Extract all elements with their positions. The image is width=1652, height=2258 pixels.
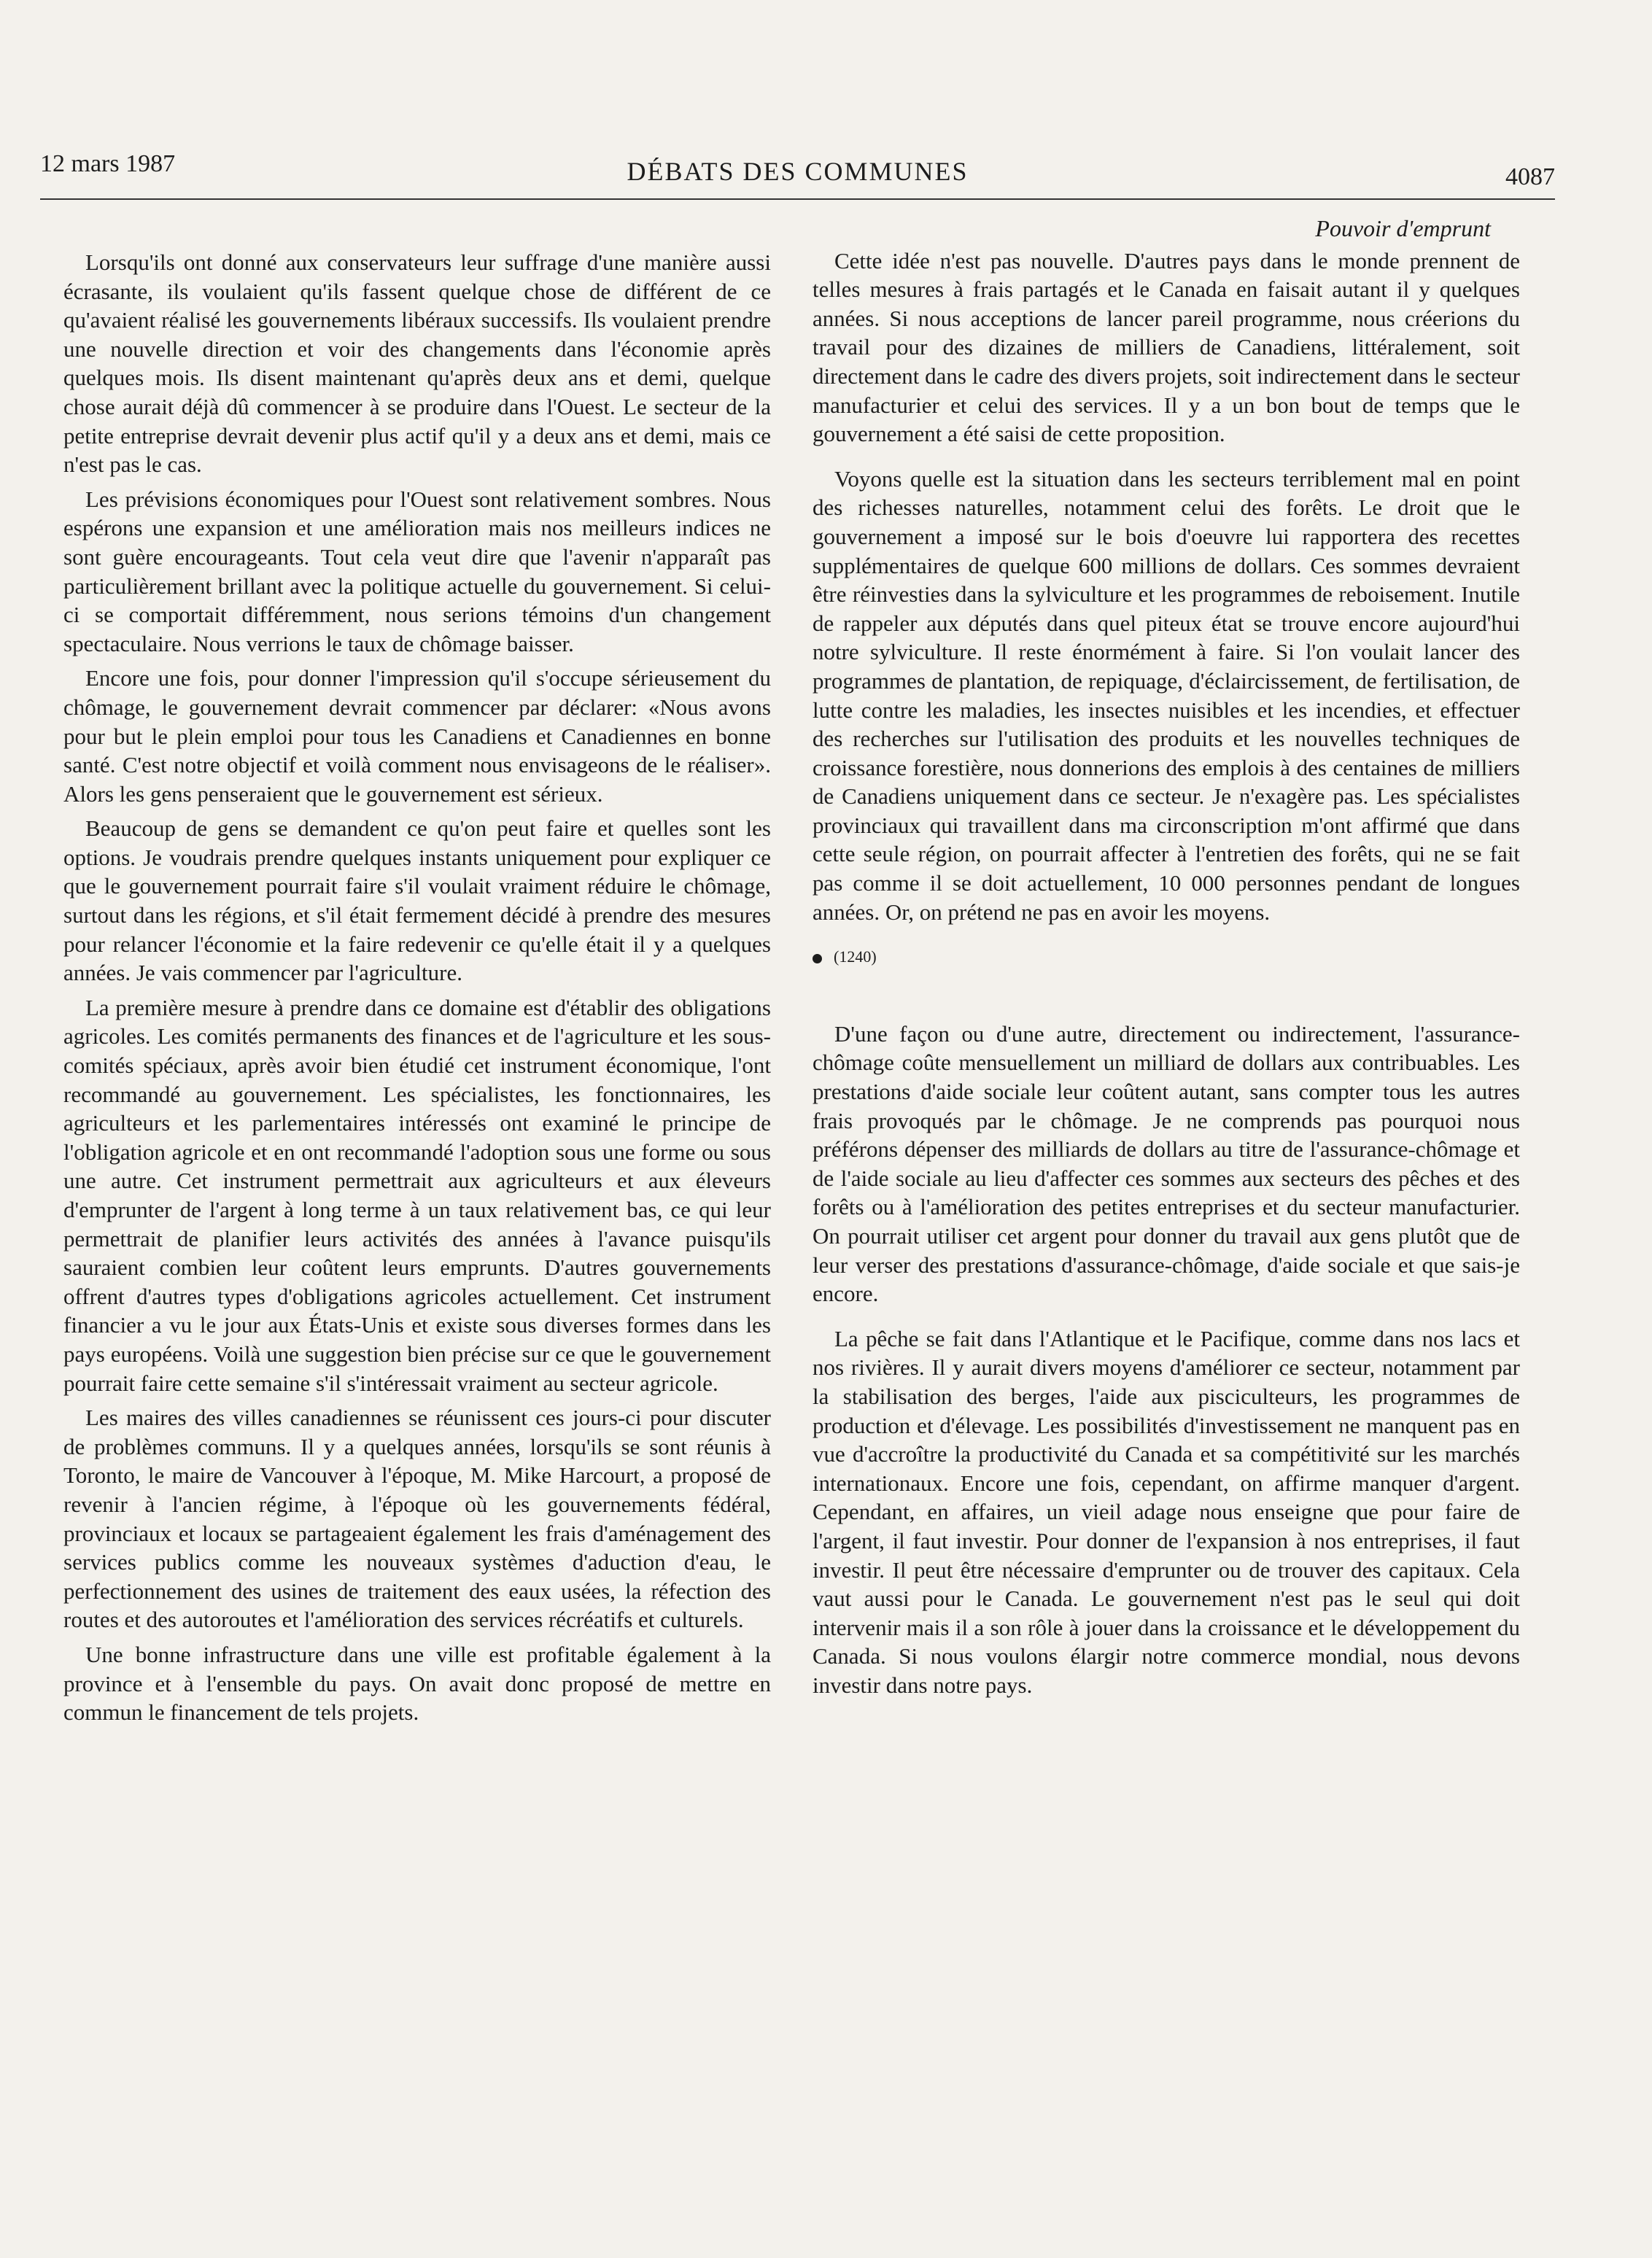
header-title: DÉBATS DES COMMUNES: [627, 157, 969, 186]
left-column: [63, 248, 771, 1733]
header-date: 12 mars 1987: [40, 150, 176, 177]
paragraph: Une bonne infrastructure dans une ville est profitable également à la province et à l'ensemble du pays. On avait donc proposé de mettre en commun le financement de tels projets.: [63, 1641, 771, 1726]
time-marker-text: (1240): [834, 947, 877, 966]
right-column: [813, 214, 1520, 1716]
page-number: 4087: [1505, 163, 1555, 190]
paragraph: Lorsqu'ils ont donné aux conservateurs leur suffrage d'une manière aussi écrasante, ils voulaient qu'ils fassent quelque chose de différent de ce qu'avaient réalisé les gouvernements libéraux successifs. Ils voulaient prendre une nouvelle direction et voir des changements dans l'économie après quelques mois. Ils disent maintenant qu'après deux ans et demi, quelque chose aurait déjà dû commencer à se produire dans l'Ouest. Le secteur de la petite entreprise devrait devenir plus actif qu'il y a deux ans et demi, mais ce n'est pas le cas.: [63, 249, 771, 478]
paragraph: Encore une fois, pour donner l'impression qu'il s'occupe sérieusement du chômage, le gouvernement devrait commencer par déclarer: «Nous avons pour but le plein emploi pour tous les Canadiens et Canadiennes en bonne santé. C'est notre objectif et voilà comment nous envisageons de le réaliser». Alors les gens penseraient que le gouvernement est sérieux.: [63, 665, 771, 807]
paragraph: Les prévisions économiques pour l'Ouest sont relativement sombres. Nous espérons une expansion et une amélioration mais nos meilleurs indices ne sont guère encourageants. Tout cela veut dire que l'avenir n'apparaît pas particulièrement brillant avec la politique actuelle du gouvernement. Si celui-ci se comportait différemment, nous serions témoins d'un changement spectaculaire. Nous verrions le taux de chômage baisser.: [63, 486, 771, 656]
section-heading: Pouvoir d'emprunt: [1315, 215, 1491, 241]
bullet-dot-icon: [813, 954, 822, 963]
paragraph: Beaucoup de gens se demandent ce qu'on peut faire et quelles sont les options. Je voudrais prendre quelques instants uniquement pour expliquer ce que le gouvernement pourrait faire s'il voulait vraiment réduire le chômage, surtout dans les régions, et s'il était fermement décidé à prendre des mesures pour relancer l'économie et la faire redevenir ce qu'elle était il y a quelques années. Je vais commencer par l'agriculture.: [63, 815, 771, 986]
paragraph: La pêche se fait dans l'Atlantique et le Pacifique, comme dans nos lacs et nos rivières. Il y aurait divers moyens d'améliorer ce secteur, notamment par la stabilisation des berges, l'aide aux pisciculteurs, les programmes de production et d'élevage. Les possibilités d'investissement ne manquent pas en vue d'accroître la productivité du Canada et sa compétitivité sur les marchés internationaux. Encore une fois, cependant, on affirme manquer d'argent. Cependant, en affaires, un vieil adage nous enseigne que pour faire de l'argent, il faut investir. Pour donner de l'expansion à nos entreprises, il faut investir. Il peut être nécessaire d'emprunter ou de trouver des capitaux. Cela vaut aussi pour le Canada. Le gouvernement n'est pas le seul qui doit intervenir mais il a son rôle à jouer dans la croissance et le développement du Canada. Si nous voulons élargir notre commerce mondial, nous devons investir dans notre pays.: [813, 1325, 1520, 1698]
paragraph: Cette idée n'est pas nouvelle. D'autres pays dans le monde prennent de telles mesures à frais partagés et le Canada en faisait autant il y quelques années. Si nous acceptions de lancer pareil programme, nous créerions du travail pour des dizaines de milliers de Canadiens, littéralement, soit directement dans le cadre des divers projets, soit indirectement dans le secteur manufacturier et celui des services. Il y a un bon bout de temps que le gouvernement a été saisi de cette proposition.: [813, 247, 1520, 447]
paragraph: D'une façon ou d'une autre, directement ou indirectement, l'assurance-chômage coûte mensuellement un milliard de dollars aux contribuables. Les prestations d'aide sociale leur coûtent autant, sans compter tous les autres frais provoqués par le chômage. Je ne comprends pas pourquoi nous préférons dépenser des milliards de dollars au titre de l'assurance-chômage et de l'aide sociale au lieu d'affecter ces sommes aux secteurs des pêches et des forêts ou à l'amélioration des petites entreprises et du secteur manufacturier. On pourrait utiliser cet argent pour donner du travail aux gens plutôt que de leur verser des prestations d'assurance-chômage, d'aide sociale et que sais-je encore.: [813, 1020, 1520, 1307]
paragraph: La première mesure à prendre dans ce domaine est d'établir des obligations agricoles. Les comités permanents des finances et de l'agriculture et les sous-comités spéciaux, après avoir bien étudié cet instrument économique, l'ont recommandé au gouvernement. Les spécialistes, les fonctionnaires, les agriculteurs et les parlementaires intéressés ont examiné le principe de l'obligation agricole et en ont recommandé l'adoption sous une forme ou sous une autre. Cet instrument permettrait aux agriculteurs et aux éleveurs d'emprunter de l'argent à long terme à un taux relativement bas, ce qui leur permettrait de planifier leurs activités des années à l'avance puisqu'ils sauraient combien leur coûtent leurs emprunts. D'autres gouvernements offrent d'autres types d'obligations agricoles actuellement. Cet instrument financier a vu le jour aux États-Unis et existe sous diverses formes dans les pays européens. Voilà une suggestion bien précise sur ce que le gouvernement pourrait faire cette semaine s'il s'intéressait vraiment au secteur agricole.: [63, 994, 771, 1396]
page-header: [40, 143, 1555, 200]
paragraph: Les maires des villes canadiennes se réunissent ces jours-ci pour discuter de problèmes communs. Il y a quelques années, lorsqu'ils se sont réunis à Toronto, le maire de Vancouver à l'époque, M. Mike Harcourt, a proposé de revenir à l'ancien régime, à l'époque où les gouvernements fédéral, provinciaux et locaux se partageaient également les frais d'aménagement des services publics comme les nouveaux systèmes d'aduction d'eau, le perfectionnement des usines de traitement des eaux usées, la réfection des routes et des autoroutes et l'amélioration des services récréatifs et culturels.: [63, 1405, 771, 1633]
time-marker: [813, 942, 1520, 971]
paragraph: Voyons quelle est la situation dans les secteurs terriblement mal en point des richesses naturelles, notamment celui des forêts. Le droit que le gouvernement a imposé sur le bois d'oeuvre lui rapportera des recettes supplémentaires de quelque 600 millions de dollars. Ces sommes devraient être réinvesties dans la sylviculture et les programmes de reboisement. Inutile de rappeler aux députés dans quel piteux état se trouve encore aujourd'hui notre sylviculture. Il reste énormément à faire. Si l'on voulait lancer des programmes de plantation, de repiquage, d'éclaircissement, de fertilisation, de lutte contre les maladies, les insectes nuisibles et les incendies, et effectuer des recherches sur l'utilisation des produits et les nouvelles techniques de croissance forestière, nous donnerions des emplois à des centaines de milliers de Canadiens uniquement dans ce secteur. Je n'exagère pas. Les spécialistes provinciaux qui travaillent dans ma circonscription m'ont affirmé que dans cette seule région, on pourrait affecter à l'entretien des forêts, qui ne se fait pas comme il se doit actuellement, 10 000 personnes pendant de longues années. Or, on prétend ne pas en avoir les moyens.: [813, 465, 1520, 925]
